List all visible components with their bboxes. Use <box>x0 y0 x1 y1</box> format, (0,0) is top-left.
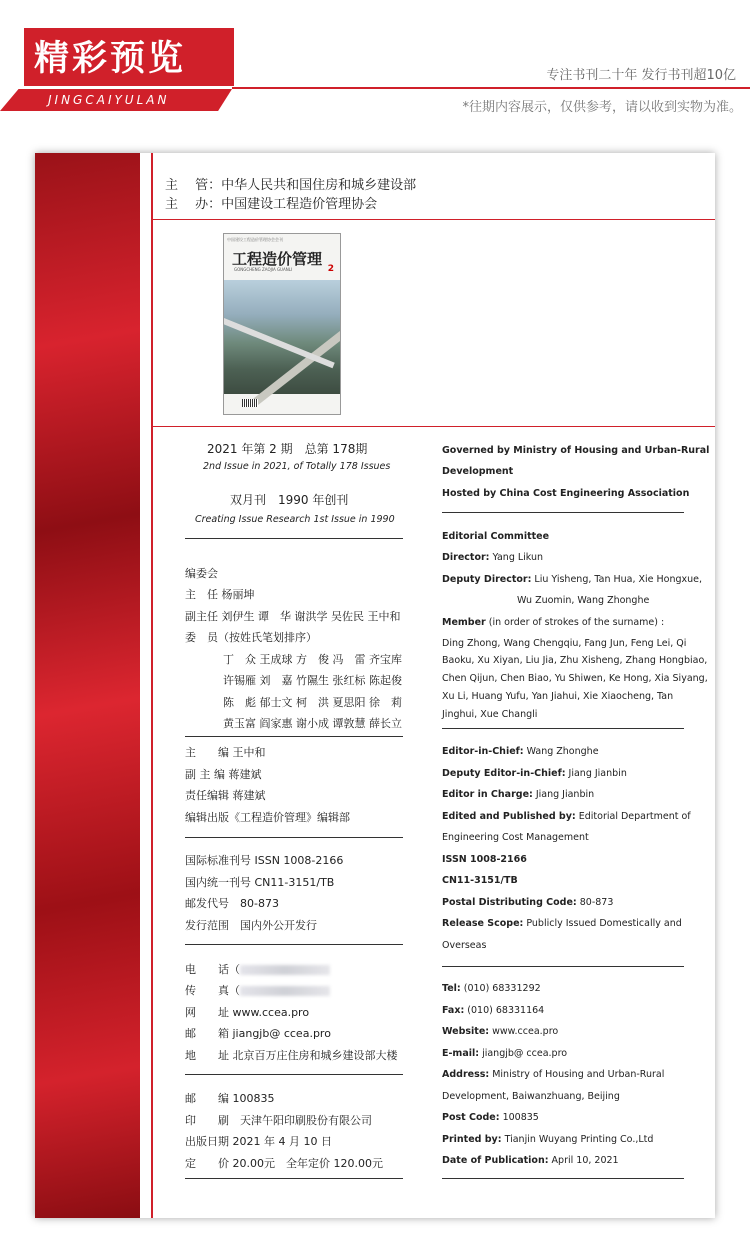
release-scope-value: Publicly Issued Domestically and <box>523 918 682 929</box>
separator <box>442 966 684 967</box>
deic-en <box>442 763 627 785</box>
separator <box>442 512 684 513</box>
separator <box>442 728 684 729</box>
deic-label: Deputy Editor-in-Chief: <box>442 768 566 779</box>
committee-members-row: 陈 彪 郁士文 柯 洪 夏思阳 徐 莉 <box>223 696 402 709</box>
supervisor-line: 主 管：中华人民共和国住房和城乡建设部 <box>165 178 417 193</box>
journal-cover <box>223 233 341 415</box>
disclaimer-note: *往期内容展示，仅供参考，请以收到实物为准。 <box>462 100 742 115</box>
rule-top <box>152 219 715 220</box>
postcode-label: Post Code: <box>442 1112 500 1123</box>
governed-by-cont: Development <box>442 466 514 477</box>
release-scope-en <box>442 913 682 935</box>
pub-date-cn: 出版日期 2021 年 4 月 10 日 <box>185 1135 332 1148</box>
issn-cn: 国际标准刊号 ISSN 1008-2166 <box>185 854 344 867</box>
director-en <box>442 547 543 569</box>
member-en <box>442 612 664 634</box>
separator <box>442 1178 684 1179</box>
eic-label: Editor-in-Chief: <box>442 746 524 757</box>
postal-code-label: Postal Distributing Code: <box>442 897 577 908</box>
member-line: Chen Qijun, Chen Biao, Yu Shiwen, Ke Hong, Xia Siyang, <box>442 673 708 684</box>
release-scope: 发行范围 国内外公开发行 <box>185 919 317 932</box>
eic-en <box>442 741 599 763</box>
red-side-band <box>35 153 140 1218</box>
member-line: Jinghui, Xue Changli <box>442 709 538 720</box>
edited-published-value: Editorial Department of <box>575 811 691 822</box>
edited-published-cont: Engineering Cost Management <box>442 832 589 843</box>
postcode-cn: 邮 编 100835 <box>185 1092 275 1105</box>
editorial-committee: Editorial Committee <box>442 531 550 542</box>
redacted-fax <box>240 986 330 996</box>
fax-label: 传 真（ <box>185 984 240 997</box>
banner-title: 精彩预览 <box>34 39 187 79</box>
member-line: Xu Li, Huang Yufu, Yan Jiahui, Xie Xiaocheng, Tan <box>442 691 674 702</box>
address-label: Address: <box>442 1069 490 1080</box>
release-scope-label: Release Scope: <box>442 918 524 929</box>
editor-charge-label: Editor in Charge: <box>442 789 533 800</box>
publisher: 编辑出版《工程造价管理》编辑部 <box>185 811 350 824</box>
website-cn: 网 址 www.ccea.pro <box>185 1006 310 1019</box>
member-line: Ding Zhong, Wang Chengqiu, Fang Jun, Feng Lei, Qi <box>442 638 687 649</box>
separator <box>185 1074 403 1075</box>
editor-charge-value: Jiang Jianbin <box>532 789 595 800</box>
frequency-en: Creating Issue Research 1st Issue in 1990 <box>195 514 395 525</box>
deic-value: Jiang Jianbin <box>565 768 627 779</box>
editor-in-charge: 责任编辑 蒋建斌 <box>185 789 266 802</box>
magazine-page <box>35 153 715 1218</box>
phone-label: 电 话（ <box>185 963 240 976</box>
committee-deputy: 副主任 刘伊生 谭 华 谢洪学 吴佐民 王中和 <box>185 610 401 623</box>
committee-heading: 编委会 <box>185 567 218 580</box>
hosted-by: Hosted by China Cost Engineering Association <box>442 488 690 499</box>
cover-photo-interchange <box>224 280 341 394</box>
pub-date-label: Date of Publication: <box>442 1155 549 1166</box>
email-label: E-mail: <box>442 1048 480 1059</box>
issue-en: 2nd Issue in 2021, of Totally 178 Issues <box>203 461 391 472</box>
website-label: Website: <box>442 1026 490 1037</box>
deputy-director-label: Deputy Director: <box>442 574 532 585</box>
issue-cn: 2021 年第 2 期 总第 178期 <box>207 442 368 456</box>
issn-en: ISSN 1008-2166 <box>442 854 527 865</box>
tel-value: (010) 68331292 <box>460 983 541 994</box>
tel-en <box>442 978 541 1000</box>
committee-members-label: 委 员（按姓氏笔划排序） <box>185 631 317 644</box>
road-shape <box>223 318 335 369</box>
postal-code-en <box>442 892 613 914</box>
fax-row <box>185 982 330 998</box>
postcode-value: 100835 <box>499 1112 539 1123</box>
postal-code: 邮发代号 80-873 <box>185 897 279 910</box>
rule-mid <box>152 426 715 427</box>
separator <box>185 837 403 838</box>
price-cn: 定 价 20.00元 全年定价 120.00元 <box>185 1157 383 1170</box>
frequency-cn: 双月刊 1990 年创刊 <box>230 493 349 507</box>
address-cn: 地 址 北京百万庄住房和城乡建设部大楼 <box>185 1049 398 1062</box>
printer-cn: 印 刷 天津午阳印刷股份有限公司 <box>185 1114 372 1127</box>
vertical-rule <box>151 153 153 1218</box>
deputy-director-cont: Wu Zuomin, Wang Zhonghe <box>517 595 650 606</box>
committee-director: 主 任 杨丽坤 <box>185 588 255 601</box>
website-en <box>442 1021 558 1043</box>
road-shape <box>253 331 341 405</box>
fax-en <box>442 1000 544 1022</box>
member-value: (in order of strokes of the surname) : <box>485 617 665 628</box>
address-en <box>442 1064 664 1086</box>
separator <box>185 944 403 945</box>
email-en <box>442 1043 567 1065</box>
pub-date-en <box>442 1150 619 1172</box>
address-cont: Development, Baiwanzhuang, Beijing <box>442 1091 620 1102</box>
cn-number: 国内统一刊号 CN11-3151/TB <box>185 876 335 889</box>
deputy-director-value: Liu Yisheng, Tan Hua, Xie Hongxue, <box>531 574 703 585</box>
separator <box>185 538 403 539</box>
committee-members-row: 许锡雁 刘 嘉 竹隰生 张红标 陈起俊 <box>223 674 402 687</box>
director-label: Director: <box>442 552 490 563</box>
sponsor-line: 主 办：中国建设工程造价管理协会 <box>165 197 378 212</box>
email-cn: 邮 箱 jiangjb@ ccea.pro <box>185 1027 331 1040</box>
printed-by-label: Printed by: <box>442 1134 502 1145</box>
cover-top-text: 中国建设工程造价管理协会会刊 <box>227 237 283 242</box>
address-value: Ministry of Housing and Urban-Rural <box>489 1069 665 1080</box>
tel-label: Tel: <box>442 983 461 994</box>
separator <box>185 736 403 737</box>
printed-by-en <box>442 1129 653 1151</box>
member-line: Baoku, Xu Xiyan, Liu Jia, Zhu Xisheng, Zhang Hongbiao, <box>442 655 708 666</box>
deputy-editor: 副 主 编 蒋建斌 <box>185 768 262 781</box>
committee-members-row: 黄玉富 阎家惠 谢小成 谭敦慧 薛长立 <box>223 717 402 730</box>
edited-published-label: Edited and Published by: <box>442 811 576 822</box>
editor-chief: 主 编 王中和 <box>185 746 266 759</box>
cover-title: 工程造价管理 <box>232 250 323 268</box>
director-value: Yang Likun <box>489 552 544 563</box>
postcode-en <box>442 1107 539 1129</box>
committee-members-row: 丁 众 王成球 方 俊 冯 雷 齐宝库 <box>223 653 402 666</box>
slogan: 专注书刊二十年 发行书刊超10亿 <box>546 68 736 83</box>
pub-date-value: April 10, 2021 <box>548 1155 619 1166</box>
postal-code-value: 80-873 <box>576 897 614 908</box>
cover-pinyin: GONGCHENG ZAOJIA GUANLI <box>234 267 293 272</box>
cn-en: CN11-3151/TB <box>442 875 518 886</box>
header-rule <box>232 87 750 89</box>
edited-published-en <box>442 806 691 828</box>
member-label: Member <box>442 617 486 628</box>
governed-by: Governed by Ministry of Housing and Urban-Rural <box>442 445 710 456</box>
eic-value: Wang Zhonghe <box>523 746 599 757</box>
separator <box>185 1178 403 1179</box>
website-value: www.ccea.pro <box>489 1026 559 1037</box>
barcode-icon <box>242 399 258 407</box>
phone-row <box>185 961 330 977</box>
cover-issue: 2 <box>327 264 334 274</box>
release-scope-cont: Overseas <box>442 940 487 951</box>
email-value: jiangjb@ ccea.pro <box>479 1048 568 1059</box>
fax-label-en: Fax: <box>442 1005 465 1016</box>
deputy-director-en <box>442 569 702 591</box>
banner-subtitle: JINGCAIYULAN <box>48 93 170 107</box>
printed-by-value: Tianjin Wuyang Printing Co.,Ltd <box>501 1134 654 1145</box>
fax-value: (010) 68331164 <box>464 1005 545 1016</box>
redacted-phone <box>240 965 330 975</box>
editor-charge-en <box>442 784 594 806</box>
